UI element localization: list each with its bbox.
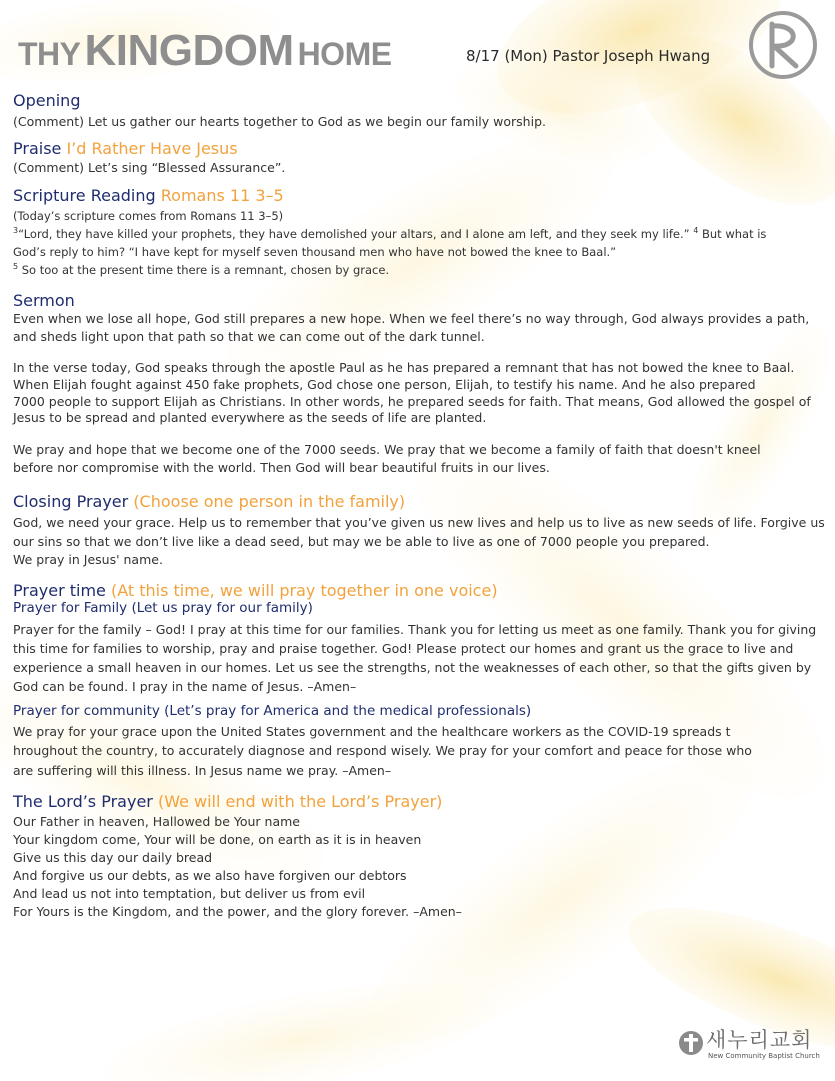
- verse-3: “Lord, they have killed your prophets, they have demolished your altars, and I alone am left, and they seek my life.”: [18, 227, 690, 241]
- verse-number: 3: [13, 226, 19, 235]
- brand-thy: THY: [18, 36, 81, 72]
- praise-text: (Comment) Let’s sing “Blessed Assurance”.: [13, 160, 286, 175]
- verse-5: So too at the present time there is a remnant, chosen by grace.: [21, 263, 390, 277]
- lords-prayer-line: Our Father in heaven, Hallowed be Your name: [13, 814, 300, 829]
- prayer-time-label: Prayer time: [13, 581, 106, 600]
- community-prayer-title: Prayer for community (Let’s pray for America and the medical professionals): [13, 703, 532, 719]
- prayer-time-note: (At this time, we will pray together in one voice): [110, 581, 498, 600]
- sermon-line: and sheds light upon that path so that we can come out of the dark tunnel.: [13, 329, 485, 344]
- brand-kingdom: KINGDOM: [84, 26, 294, 75]
- sermon-title: Sermon: [13, 291, 75, 310]
- family-prayer-title: Prayer for Family (Let us pray for our family): [13, 600, 313, 616]
- sermon-line: before nor compromise with the world. Then God will bear beautiful fruits in our lives.: [13, 460, 550, 475]
- community-prayer-line: are suffering will this illness. In Jesus name we pray. –Amen–: [13, 763, 392, 778]
- scripture-title: [13, 186, 284, 205]
- verse-4a: But what is: [701, 227, 767, 241]
- sermon-line: Even when we lose all hope, God still prepares a new hope. When we feel there’s no way through, God always provides a path,: [13, 311, 810, 326]
- scripture-verse-4b: God’s reply to him? “I have kept for myself seven thousand men who have not bowed the knee to Baal.”: [13, 245, 617, 259]
- scripture-intro: (Today’s scripture comes from Romans 11 3–5): [13, 209, 284, 223]
- prayer-time-title: [13, 581, 498, 600]
- church-footer-logo-icon: [678, 1028, 704, 1058]
- verse-number: 4: [693, 226, 699, 235]
- scripture-ref: Romans 11 3–5: [160, 186, 284, 205]
- praise-label: Praise: [13, 139, 62, 158]
- lords-prayer-line: For Yours is the Kingdom, and the power, and the glory forever. –Amen–: [13, 904, 462, 919]
- praise-song: I’d Rather Have Jesus: [66, 139, 238, 158]
- brand-title: [18, 26, 392, 76]
- lords-prayer-note: (We will end with the Lord’s Prayer): [157, 792, 443, 811]
- closing-title: [13, 492, 405, 511]
- family-prayer-line: God can be found. I pray in the name of Jesus. –Amen–: [13, 679, 357, 694]
- scripture-verse-5: [13, 263, 389, 277]
- sermon-line: In the verse today, God speaks through the apostle Paul as he has prepared a remnant that has not bowed the knee to Baal.: [13, 360, 795, 375]
- lords-prayer-label: The Lord’s Prayer: [13, 792, 153, 811]
- closing-label: Closing Prayer: [13, 492, 129, 511]
- scripture-label: Scripture Reading: [13, 186, 156, 205]
- sermon-line: Jesus to be spread and planted everywhere as the seeds of life are planted.: [13, 410, 487, 425]
- lords-prayer-line: And lead us not into temptation, but deliver us from evil: [13, 886, 366, 901]
- church-name-korean: 새누리교회: [706, 1028, 813, 1052]
- closing-line: God, we need your grace. Help us to remember that you’ve given us new lives and help us to live as new seeds of life. Forgive us: [13, 515, 825, 530]
- closing-line: We pray in Jesus' name.: [13, 552, 163, 567]
- scripture-verse-3-4: [13, 227, 766, 241]
- community-prayer-line: hroughout the country, to accurately diagnose and respond wisely. We pray for your comfort and peace for those who: [13, 743, 752, 758]
- sermon-line: We pray and hope that we become one of the 7000 seeds. We pray that we become a family of faith that doesn't kneel: [13, 442, 761, 457]
- date-pastor: 8/17 (Mon) Pastor Joseph Hwang: [466, 47, 711, 65]
- community-prayer-line: We pray for your grace upon the United States government and the healthcare workers as the COVID-19 spreads t: [13, 724, 731, 739]
- closing-line: our sins so that we don’t live like a dead seed, but may we be able to live as one of 7000 people you prepared.: [13, 534, 710, 549]
- lords-prayer-line: Give us this day our daily bread: [13, 850, 213, 865]
- opening-title: Opening: [13, 91, 81, 110]
- praise-title: [13, 139, 238, 158]
- verse-number: 5: [13, 262, 19, 271]
- family-prayer-line: Prayer for the family – God! I pray at this time for our families. Thank you for letting us meet as one family. Thank you for giving: [13, 622, 817, 637]
- sermon-line: 7000 people to support Elijah as Christians. In other words, he prepared seeds for faith. That means, God allowed the gospel of: [13, 394, 811, 409]
- opening-text: (Comment) Let us gather our hearts together to God as we begin our family worship.: [13, 114, 546, 129]
- sermon-line: When Elijah fought against 450 fake prophets, God chose one person, Elijah, to testify his name. And he also prepared: [13, 377, 756, 392]
- closing-note: (Choose one person in the family): [133, 492, 406, 511]
- church-name-english: New Community Baptist Church: [708, 1052, 820, 1060]
- family-prayer-line: this time for families to worship, pray and praise together. God! Please protect our homes and grant us the grace to live and: [13, 641, 794, 656]
- church-footer: [678, 1024, 828, 1064]
- lords-prayer-line: Your kingdom come, Your will be done, on earth as it is in heaven: [13, 832, 422, 847]
- church-logo-icon: [748, 10, 818, 80]
- lords-prayer-title: [13, 792, 442, 811]
- lords-prayer-line: And forgive us our debts, as we also have forgiven our debtors: [13, 868, 407, 883]
- family-prayer-line: experience a small heaven in our homes. Let us see the strengths, not the weaknesses of each other, so that the gifts given by: [13, 660, 812, 675]
- brand-home: HOME: [297, 36, 392, 72]
